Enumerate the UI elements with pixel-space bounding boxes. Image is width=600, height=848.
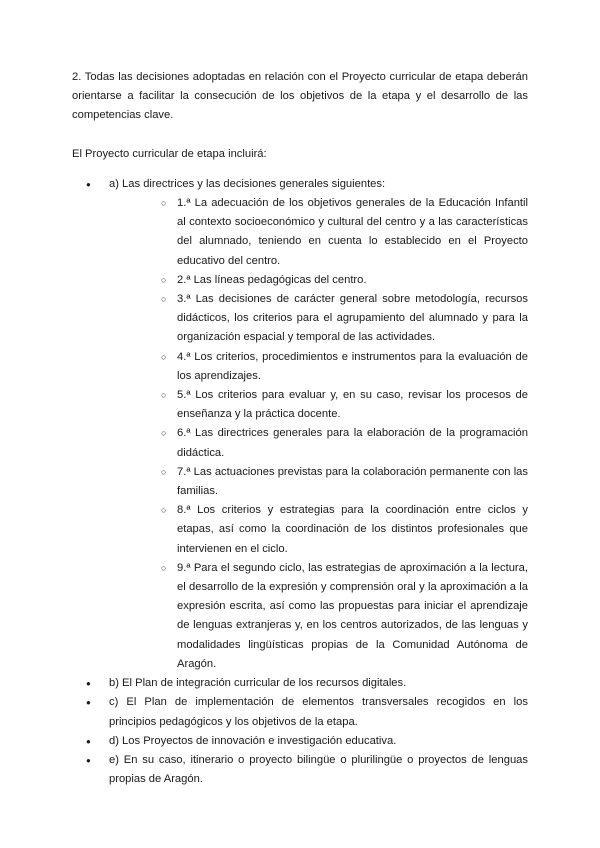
sub-item-4: ○ 4.ª Los criterios, procedimientos e instrumentos para la evaluación de los aprendizajes.: [161, 348, 528, 386]
main-list: [72, 175, 528, 790]
lead-paragraph: El Proyecto curricular de etapa incluirá:: [72, 147, 267, 160]
sub-item-1: ○ 1.ª La adecuación de los objetivos generales de la Educación Infantil al contexto socioeconómico y cultural del centro y a las características del alumnado, teniendo en cuenta lo establecido en el Proyecto educativo del centro.: [161, 194, 528, 271]
sub-item-3: ○ 3.ª Las decisiones de carácter general sobre metodología, recursos didácticos, los criterios para el agrupamiento del alumnado y para la organización espacial y temporal de las actividades.: [161, 290, 528, 348]
list-item-c: ● c) El Plan de implementación de elementos transversales recogidos en los principios pedagógicos y los objetivos de la etapa.: [72, 693, 528, 731]
list-item-a: [72, 175, 528, 674]
sub-item-7: ○ 7.ª Las actuaciones previstas para la colaboración permanente con las familias.: [161, 463, 528, 501]
intro-paragraph: 2. Todas las decisiones adoptadas en relación con el Proyecto curricular de etapa deberán orientarse a facilitar la consecución de los objetivos de la etapa y el desarrollo de las competencias clave.: [72, 71, 528, 122]
sub-item-2: ○ 2.ª Las líneas pedagógicas del centro.: [161, 271, 528, 290]
list-item-b: ● b) El Plan de integración curricular de los recursos digitales.: [72, 674, 528, 693]
sub-item-9: ○ 9.ª Para el segundo ciclo, las estrategias de aproximación a la lectura, el desarrollo de la expresión y comprensión oral y la aproximación a la expresión escrita, así como las propuestas para iniciar el aprendizaje de lenguas extranjeras y, en los centros autorizados, de las lenguas y modalidades lingüísticas propias de la Comunidad Autónoma de Aragón.: [161, 559, 528, 674]
sub-item-8: ○ 8.ª Los criterios y estrategias para la coordinación entre ciclos y etapas, así como la coordinación de los distintos profesionales que intervienen en el ciclo.: [161, 501, 528, 559]
sub-item-5: ○ 5.ª Los criterios para evaluar y, en su caso, revisar los procesos de enseñanza y la práctica docente.: [161, 386, 528, 424]
list-item-a-label: a) Las directrices y las decisiones generales siguientes:: [109, 177, 386, 190]
list-item-e: ● e) En su caso, itinerario o proyecto bilingüe o plurilingüe o proyectos de lenguas propias de Aragón.: [72, 751, 528, 789]
sub-item-6: ○ 6.ª Las directrices generales para la elaboración de la programación didáctica.: [161, 424, 528, 462]
sub-list: [109, 194, 528, 674]
list-item-d: ● d) Los Proyectos de innovación e investigación educativa.: [72, 732, 528, 751]
